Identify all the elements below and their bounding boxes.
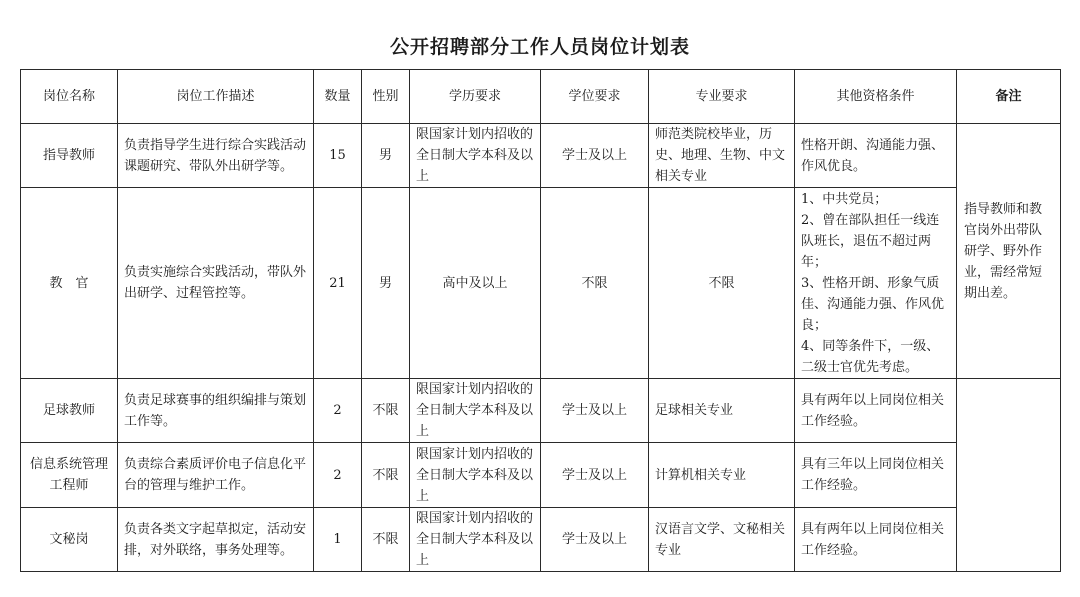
degree-requirement: 不限 xyxy=(541,188,649,379)
table-row xyxy=(21,124,1061,188)
post-count: 21 xyxy=(314,188,362,379)
other-qualifications xyxy=(795,188,957,379)
header-gender: 性别 xyxy=(362,70,410,124)
table-row xyxy=(21,379,1061,443)
post-name: 教 官 xyxy=(21,188,118,379)
post-name: 指导教师 xyxy=(21,124,118,188)
degree-requirement: 学士及以上 xyxy=(541,379,649,443)
other-qualifications: 具有两年以上同岗位相关工作经验。 xyxy=(795,379,957,443)
qualification-line: 2、曾在部队担任一线连队班长，退伍不超过两年； xyxy=(801,212,940,270)
post-count: 1 xyxy=(314,508,362,572)
degree-requirement: 学士及以上 xyxy=(541,443,649,508)
post-gender: 不限 xyxy=(362,443,410,508)
post-name: 足球教师 xyxy=(21,379,118,443)
degree-requirement: 学士及以上 xyxy=(541,124,649,188)
header-count: 数量 xyxy=(314,70,362,124)
header-remark: 备注 xyxy=(957,70,1061,124)
post-gender: 男 xyxy=(362,124,410,188)
major-requirement: 汉语言文学、文秘相关专业 xyxy=(649,508,795,572)
post-name: 文秘岗 xyxy=(21,508,118,572)
education-requirement: 限国家计划内招收的全日制大学本科及以上 xyxy=(410,379,541,443)
page-title: 公开招聘部分工作人员岗位计划表 xyxy=(389,36,690,58)
header-education: 学历要求 xyxy=(410,70,541,124)
post-gender: 男 xyxy=(362,188,410,379)
header-major: 专业要求 xyxy=(649,70,795,124)
education-requirement: 高中及以上 xyxy=(410,188,541,379)
post-count: 15 xyxy=(314,124,362,188)
table-row xyxy=(21,443,1061,508)
post-count: 2 xyxy=(314,443,362,508)
major-requirement: 不限 xyxy=(649,188,795,379)
post-description: 负责指导学生进行综合实践活动课题研究、带队外出研学等。 xyxy=(118,124,314,188)
remark-empty-cell xyxy=(957,379,1061,572)
other-qualifications: 性格开朗、沟通能力强、作风优良。 xyxy=(795,124,957,188)
other-qualifications: 具有两年以上同岗位相关工作经验。 xyxy=(795,508,957,572)
header-post: 岗位名称 xyxy=(21,70,118,124)
qualification-line: 4、同等条件下，一级、二级士官优先考虑。 xyxy=(801,338,940,375)
qualification-line: 1、中共党员； xyxy=(801,191,888,207)
post-description: 负责综合素质评价电子信息化平台的管理与维护工作。 xyxy=(118,443,314,508)
major-requirement: 计算机相关专业 xyxy=(649,443,795,508)
post-gender: 不限 xyxy=(362,379,410,443)
recruitment-plan-table xyxy=(20,69,1061,572)
remark-cell: 指导教师和教官岗外出带队研学、野外作业，需经常短期出差。 xyxy=(957,124,1061,379)
major-requirement: 足球相关专业 xyxy=(649,379,795,443)
table-row xyxy=(21,508,1061,572)
other-qualifications: 具有三年以上同岗位相关工作经验。 xyxy=(795,443,957,508)
post-count: 2 xyxy=(314,379,362,443)
post-name: 信息系统管理工程师 xyxy=(21,443,118,508)
post-description: 负责足球赛事的组织编排与策划工作等。 xyxy=(118,379,314,443)
post-description: 负责各类文字起草拟定，活动安排，对外联络，事务处理等。 xyxy=(118,508,314,572)
post-gender: 不限 xyxy=(362,508,410,572)
major-requirement: 师范类院校毕业，历史、地理、生物、中文相关专业 xyxy=(649,124,795,188)
education-requirement: 限国家计划内招收的全日制大学本科及以上 xyxy=(410,508,541,572)
post-description: 负责实施综合实践活动，带队外出研学、过程管控等。 xyxy=(118,188,314,379)
education-requirement: 限国家计划内招收的全日制大学本科及以上 xyxy=(410,443,541,508)
education-requirement: 限国家计划内招收的全日制大学本科及以上 xyxy=(410,124,541,188)
header-other: 其他资格条件 xyxy=(795,70,957,124)
table-row xyxy=(21,188,1061,379)
header-degree: 学位要求 xyxy=(541,70,649,124)
header-desc: 岗位工作描述 xyxy=(118,70,314,124)
qualification-line: 3、性格开朗、形象气质佳、沟通能力强、作风优良； xyxy=(801,275,945,333)
degree-requirement: 学士及以上 xyxy=(541,508,649,572)
table-header-row xyxy=(21,70,1061,124)
